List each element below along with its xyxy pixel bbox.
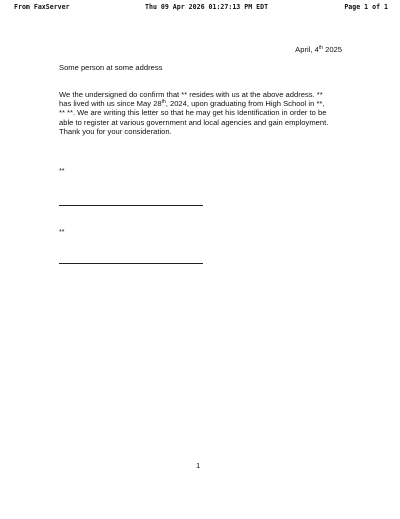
fax-header — [14, 2, 388, 12]
signature-line-1 — [59, 205, 203, 206]
letter-date — [295, 45, 342, 54]
fax-page-count: Page 1 of 1 — [344, 3, 388, 11]
body-line-2-end: , 2024, upon graduating from High School in **, — [165, 99, 325, 109]
fax-sender: From FaxServer — [14, 3, 70, 11]
date-year: 2025 — [322, 45, 342, 54]
recipient-address: Some person at some address — [59, 63, 163, 72]
signature-line-2 — [59, 263, 203, 264]
date-month-day: April, 4 — [295, 45, 319, 54]
body-line-2-start: has lived with us since May 28 — [59, 99, 162, 109]
page-number: 1 — [196, 461, 201, 470]
date-ordinal-suffix: th — [318, 45, 323, 51]
body-line-3: ** **. We are writing this letter so that he may get his Identification in order to be — [59, 108, 327, 118]
signatory-2-name: ** — [59, 229, 65, 236]
body-ordinal-suffix: th — [161, 99, 166, 106]
signatory-1-name: ** — [59, 168, 65, 175]
body-line-4: able to register at various government and local agencies and gain employment. — [59, 117, 329, 127]
body-line-2 — [59, 99, 359, 108]
body-line-5: Thank you for your consideration. — [59, 126, 172, 136]
fax-timestamp: Thu 09 Apr 2026 01:27:13 PM EDT — [145, 3, 269, 11]
body-line-1: We the undersigned do confirm that ** resides with us at the above address. ** — [59, 90, 323, 99]
letter-body — [59, 90, 359, 136]
